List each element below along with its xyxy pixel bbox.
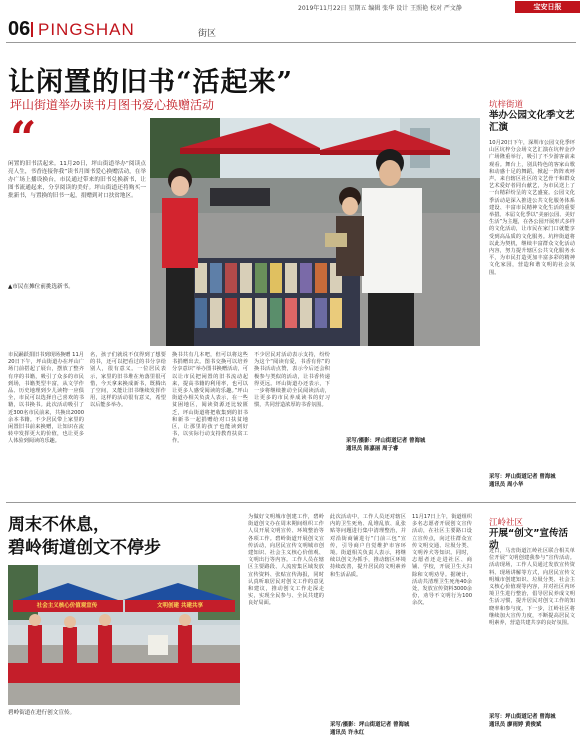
main-subhead: 坪山街道举办读书月图书爱心换赠活动	[10, 98, 215, 112]
sidebar1-street: 坑梓街道	[489, 100, 524, 110]
section-name: PINGSHAN	[38, 20, 135, 39]
sidebar2-byline-1: 采写：坪山街道记者 曾海城	[489, 714, 556, 720]
section-rule	[6, 502, 576, 503]
sidebar2-byline-2: 通讯员 廖雨婷 黄俊斌	[489, 722, 542, 728]
issue-info: 2019年11月22日 星期五 编辑 张华 设计 王照艳 校对 严文静	[298, 5, 462, 12]
page-number: 06	[8, 18, 31, 40]
booth-banner-right: 文明创建 共建共享	[157, 603, 203, 609]
sidebar1-body: 10月20日下午，深圳市公园文化季坪山区坑梓分会场文艺汇演在坑梓金沙广场隆重举行，吸引了不少游客前来观看。舞台上，别具特色的客家山歌和动感十足的舞蹈，掀起一阵阵欢呼声。来自辖区社区的文艺骨干和群众艺术爱好者同台献艺，为市民送上了一台精彩纷呈的文艺盛宴。公园文化季活动是深入推进公共文化服务体系建设、丰富市民精神文化生活的重要举措。本届文化季以“美丽公园、美好生活”为主题，在各公园开展形式多样的文化活动，让市民在家门口就能享受到高品质的文化服务。坑梓街道将以此为契机，继续丰富群众文化活动内容，努力提升辖区公共文化服务水平，为市民打造更加丰富多彩的精神文化家园，营造和谐文明的社会氛围。	[489, 140, 575, 276]
page-top-bar	[0, 0, 584, 16]
book-fair-illustration	[150, 118, 480, 346]
sidebar1-byline-1: 采写：坪山街道记者 曾海城	[489, 474, 556, 480]
sidebar2-street: 江岭社区	[489, 518, 524, 528]
bottom-headline-line-2: 碧岭街道创文不停步	[8, 538, 161, 558]
bottom-byline-2: 通讯员 许永红	[330, 730, 365, 736]
bottom-headline	[8, 514, 161, 560]
sidebar2-title: 开展“创文”宣传活动	[489, 528, 568, 551]
main-photo-caption: ▲市民在摊位前挑选新书。	[8, 284, 74, 290]
booth-banner-left: 社会主义核心价值观宣传	[36, 603, 98, 609]
main-byline-1: 采写/摄影：坪山街道记者 曾海城	[346, 438, 426, 444]
section-divider	[31, 22, 33, 37]
quote-mark-icon: “	[10, 111, 37, 165]
main-col-2: 名，孩子们就说不仅得到了想要的书，还可以把看过的书分享给别人，很有意义。一位居民表示，家里的旧书堆在角落里很可惜，今天拿来换成新书，既腾出了空间，又能让旧书继续发挥作用，这样的活动很有意义，希望以后能多举办。	[90, 352, 166, 409]
main-photo	[150, 118, 480, 346]
volunteer-booth-illustration	[8, 565, 240, 705]
sidebar1-byline-2: 通讯员 周小华	[489, 482, 524, 488]
bottom-headline-line-1: 周末不休息，	[8, 515, 110, 535]
main-col-3: 换书共有几本吧，但可以将这些书捐赠出去。图书交换可以培养分享意识“举办图书换赠活动，可以让市民把闲置的旧书流动起来，提高书籍的利用率，也可以让更多人感受阅读的乐趣。”坪山街道办相关负责人表示，在一些贫困地区，阅读资源还比较匮乏，坪山街道将把收集到的旧书和新书一起捐赠给对口扶贫地区，让那里的孩子也能读到好书，以实际行动支持教育扶贫工作。	[172, 352, 248, 445]
main-byline-2: 通讯员 陈嘉丽 周子睿	[346, 446, 399, 452]
main-intro: 闲置的旧书活起来。11月20日，坪山街道举办“阅读点亮人生，书香连接你我”读书月图书爱心换赠活动，在举办广场上播设换台，市民通过带来的旧书兑换新书，让图书流通起来，分享阅读的美好。坪山街道还将购买一批新书，与置换的旧书一起，捐赠到对口扶贫地区。	[8, 161, 146, 199]
sidebar1-title: 举办公园文化季文艺汇演	[489, 110, 575, 133]
bottom-byline-1: 采写/摄影：坪山街道记者 曾海城	[330, 722, 410, 728]
newspaper-logo: 宝安日报	[515, 1, 580, 13]
section-subtitle: 街区	[198, 29, 217, 39]
bottom-col-3: 11月17日上午，街道组织多名志愿者开展创文宣传活动，在社区主要路口设立宣传点，向过往群众宣传文明交通、垃圾分类、文明养犬等知识。同时，志愿者还走进社区、商铺、学校，开展卫生大扫除和文明劝导。据统计，活动共清理卫生死角40余处，发放宣传资料3000余份，劝导不文明行为100余次。	[412, 514, 472, 607]
header-rule	[6, 42, 576, 43]
bottom-col-2: 此次活动中，工作人员还对辖区内的卫生死角、乱堆乱放、乱张贴等问题进行集中清理整治，并对沿街商铺进行“门前三包”宣传，引导商户自觉维护市容环境。街道相关负责人表示，将继续以创文为抓手，推动辖区环境持续改善，提升居民的文明素养和生活品质。	[330, 514, 406, 578]
bottom-photo-caption: 碧岭街道在进行创文宣传。	[8, 710, 76, 716]
main-col-1: 市民踊跃捐旧书到现场换赠 11月20日下午，坪山街道办在坪山广场门前搭起了展台，摆放了整齐有序的书籍，吸引了众多的市民到场，书籍类型丰富，从文学作品、历史地理到少儿读物一应俱全，市民可以选择自己喜欢的书籍，以书换书。此次活动吸引了近300名市民前来，共换出2000余本书籍。不少居民带上家里的闲置旧书前来换赠，让知识在流转中发挥更大的价值，也让更多人体验到阅读的乐趣。	[8, 352, 84, 445]
sidebar2-body: 近日，马峦街道江岭社区联合相关单位开展“文明创建我参与”宣传活动。活动现场，工作人员通过发放宣传资料、现场讲解等方式，向居民宣传文明城市创建知识、垃圾分类、社会主义核心价值观等内容，并对社区内环境卫生进行整治，倡导居民养成文明生活习惯，提升居民对创文工作的知晓率和参与度。下一步，江岭社区将继续加大宣传力度，不断提高居民文明素养，营造共建共享的良好氛围。	[489, 548, 575, 627]
main-col-4: 不少居民对活动表示支持，纷纷为这个“阅读有爱，书香有你”的换书活动点赞，表示今后还会积极参与类似的活动，让书香传递得更远。坪山街道办还表示，下一步将继续推动全民阅读活动，让更多的市民养成读书的好习惯，共同营造浓厚的书香氛围。	[254, 352, 330, 409]
bottom-col-1: 为做好文明城市创建工作，碧岭街道创文办在周末期间组织工作人员开展文明宣传、环境整治等各项工作。碧岭街道开展创文宣传活动，向居民宣传文明城市创建知识、社会主义核心价值观、文明出行等内容。工作人员在辖区主要路段、人流密集区域发放宣传资料、张贴宣传海报，同时认真听取居民对创文工作的意见和建议，推动创文工作走深走实，实现全民参与、全民共建的良好局面。	[248, 514, 324, 607]
bottom-photo	[8, 565, 240, 705]
main-headline: 让闲置的旧书“活起来”	[8, 67, 294, 98]
